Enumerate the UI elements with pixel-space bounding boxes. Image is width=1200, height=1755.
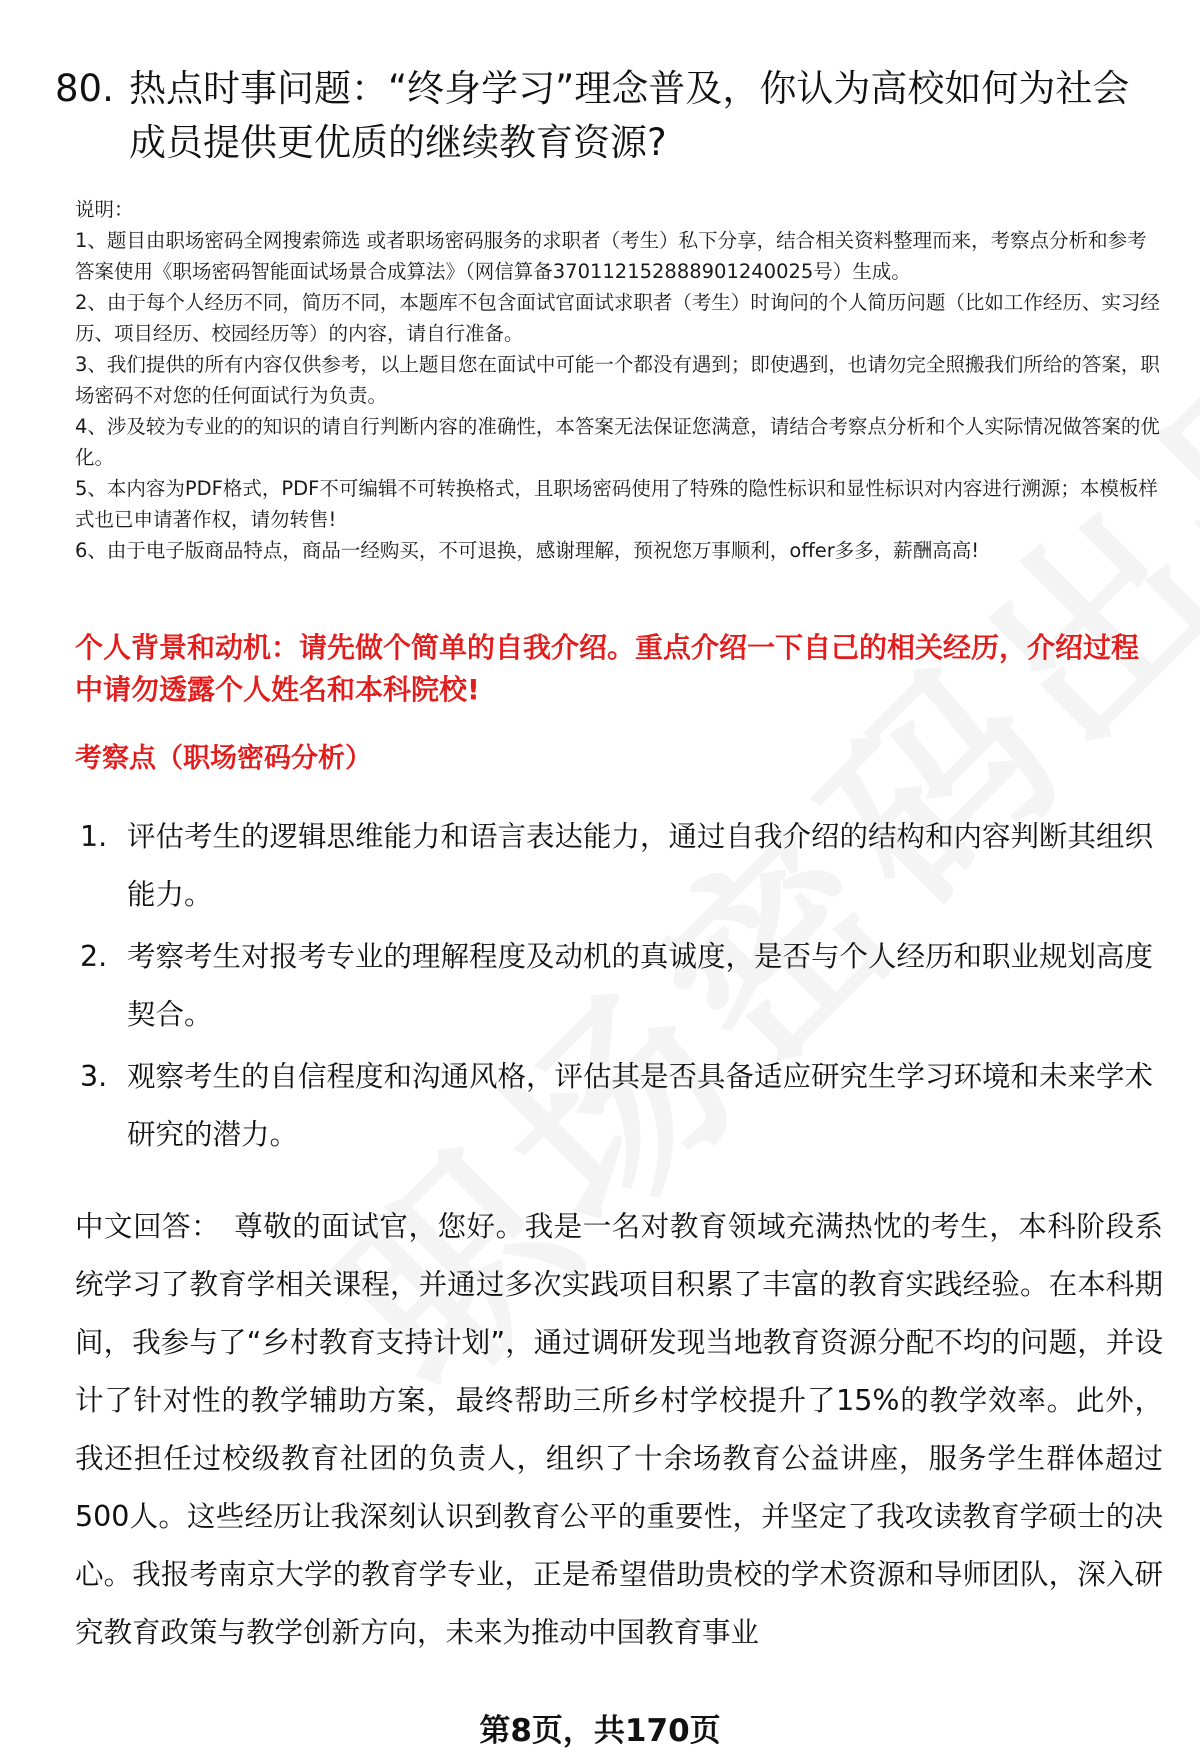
- page-footer: 第8页，共170页: [479, 1713, 721, 1749]
- list-item-text: 观察考生的自信程度和沟通风格，评估其是否具备适应研究生学习环境和未来学术研究的潜力。: [127, 1060, 1154, 1151]
- note-item: 4、涉及较为专业的的知识的请自行判断内容的准确性，本答案无法保证您满意，请结合考察点分析和个人实际情况做答案的优化。: [75, 415, 1160, 469]
- list-item-text: 评估考生的逻辑思维能力和语言表达能力，通过自我介绍的结构和内容判断其组织能力。: [127, 820, 1154, 911]
- list-item: [80, 928, 1160, 1044]
- notes-title: 说明：: [75, 198, 134, 221]
- answer-label: 中文回答：: [75, 1210, 221, 1243]
- note-item: 1、题目由职场密码全网搜索筛选 或者职场密码服务的求职者（考生）私下分享，结合相关资料整理而来，考察点分析和参考答案使用《职场密码智能面试场景合成算法》（网信算备370112152888901240025号）生成。: [75, 229, 1147, 283]
- analysis-points-list: [80, 808, 1160, 1168]
- background-motivation-heading: 个人背景和动机：请先做个简单的自我介绍。重点介绍一下自己的相关经历，介绍过程中请勿透露个人姓名和本科院校!: [75, 631, 1140, 706]
- answer-text: 尊敬的面试官，您好。我是一名对教育领域充满热忱的考生，本科阶段系统学习了教育学相关课程，并通过多次实践项目积累了丰富的教育实践经验。在本科期间，我参与了“乡村教育支持计划”，通过调研发现当地教育资源分配不均的问题，并设计了针对性的教学辅助方案，最终帮助三所乡村学校提升了15%的教学效率。此外，我还担任过校级教育社团的负责人，组织了十余场教育公益讲座，服务学生群体超过500人。这些经历让我深刻认识到教育公平的重要性，并坚定了我攻读教育学硕士的决心。我报考南京大学的教育学专业，正是希望借助贵校的学术资源和导师团队，深入研究教育政策与教学创新方向，未来为推动中国教育事业: [75, 1210, 1163, 1649]
- note-item: 3、我们提供的所有内容仅供参考，以上题目您在面试中可能一个都没有遇到；即使遇到，也请勿完全照搬我们所给的答案，职场密码不对您的任何面试行为负责。: [75, 353, 1160, 407]
- list-item: [80, 1048, 1160, 1164]
- question-heading: [55, 62, 1165, 170]
- list-item-number: 3.: [80, 1060, 108, 1093]
- question-number: 80.: [55, 67, 114, 110]
- list-item-number: 2.: [80, 940, 108, 973]
- list-item: [80, 808, 1160, 924]
- note-item: 5、本内容为PDF格式，PDF不可编辑不可转换格式，且职场密码使用了特殊的隐性标识和显性标识对内容进行溯源；本模板样式也已申请著作权，请勿转售!: [75, 477, 1158, 531]
- note-item: 6、由于电子版商品特点，商品一经购买，不可退换，感谢理解，预祝您万事顺利，offer多多，薪酬高高!: [75, 539, 980, 562]
- notes-block: [75, 194, 1165, 566]
- question-text: 热点时事问题：“终身学习”理念普及，你认为高校如何为社会成员提供更优质的继续教育资源?: [129, 67, 1130, 164]
- answer-paragraph: [75, 1198, 1163, 1662]
- note-item: 2、由于每个人经历不同，简历不同，本题库不包含面试官面试求职者（考生）时询问的个人简历问题（比如工作经历、实习经历、项目经历、校园经历等）的内容，请自行准备。: [75, 291, 1160, 345]
- list-item-text: 考察考生对报考专业的理解程度及动机的真诚度，是否与个人经历和职业规划高度契合。: [127, 940, 1154, 1031]
- analysis-section-title: 考察点（职场密码分析）: [75, 743, 372, 774]
- list-item-number: 1.: [80, 820, 108, 853]
